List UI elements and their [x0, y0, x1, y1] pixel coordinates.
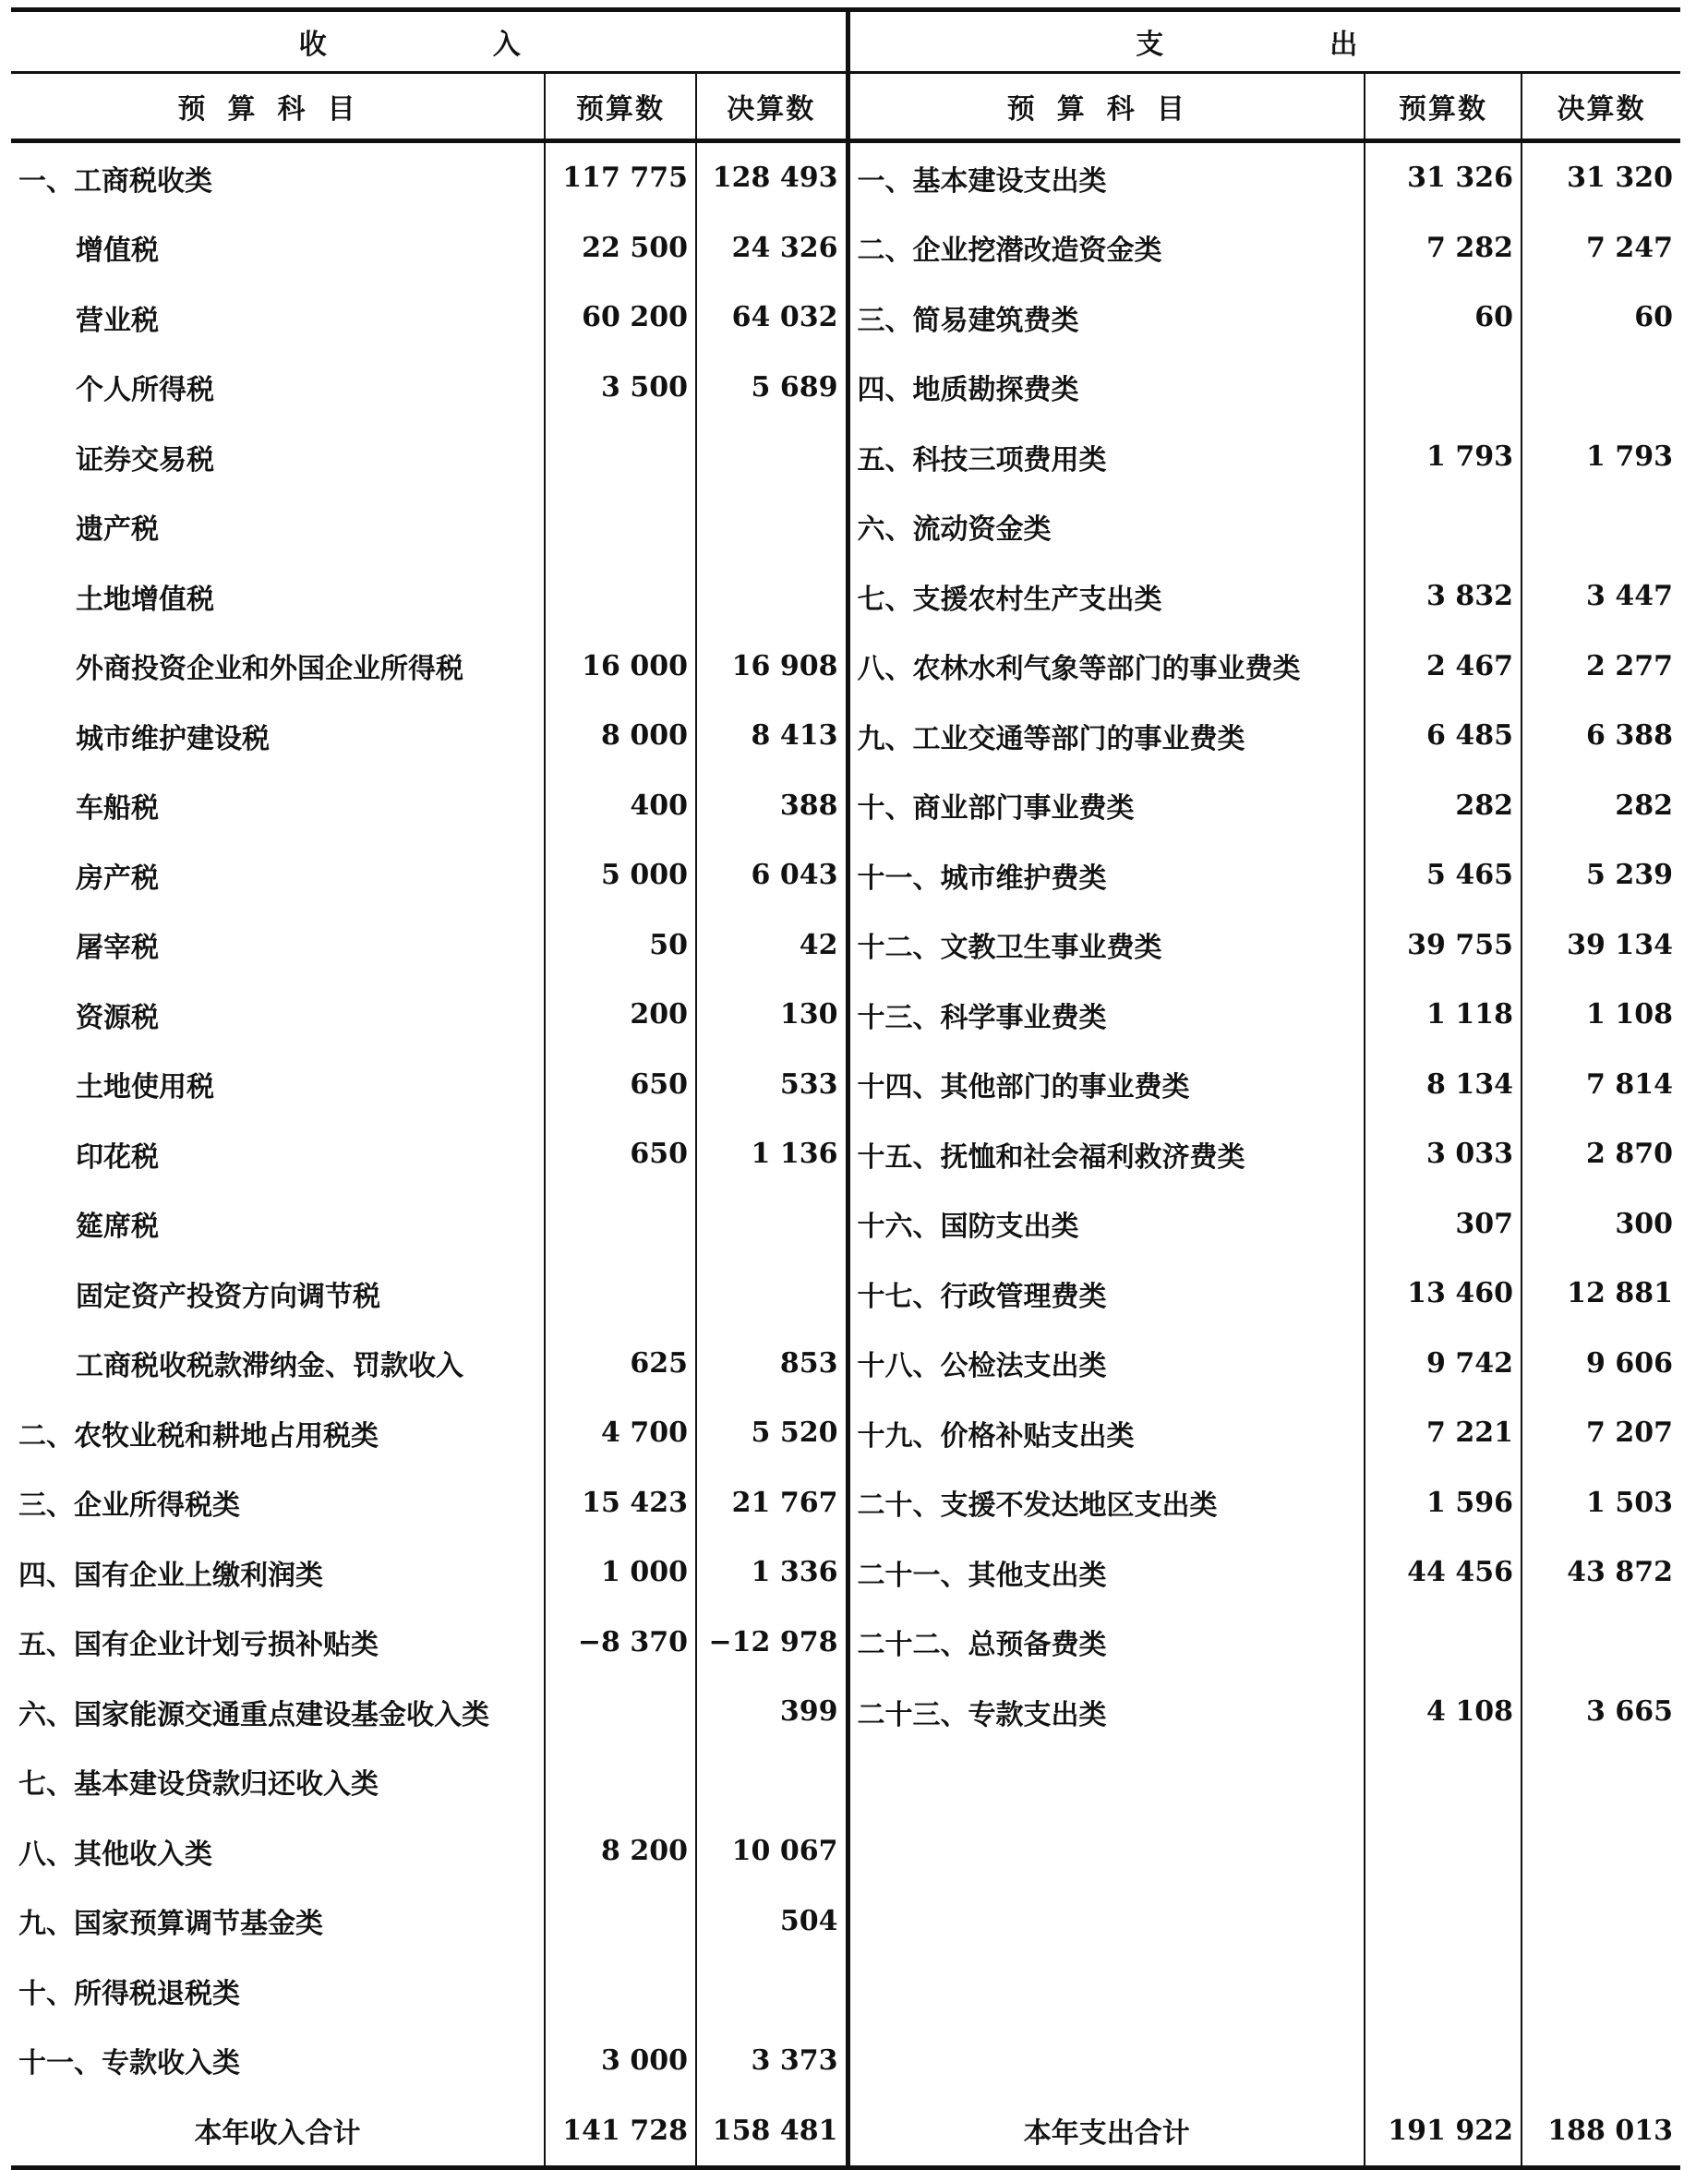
table-row [11, 1887, 1680, 1957]
income-budget-header: 预算数 [545, 73, 696, 141]
table-row [11, 492, 1680, 562]
income-final [696, 492, 848, 562]
expense-budget: 3 832 [1365, 561, 1522, 632]
expense-budget: 60 [1365, 283, 1522, 353]
expense-budget: 3 033 [1365, 1119, 1522, 1189]
table-row [11, 1677, 1680, 1747]
income-item: 二、农牧业税和耕地占用税类 [18, 1419, 379, 1453]
expense-final-header: 决算数 [1522, 73, 1680, 141]
table-row [11, 1747, 1680, 1817]
expense-total-budget: 191 922 [1365, 2095, 1522, 2168]
table-row [11, 1956, 1680, 2026]
expense-final: 39 134 [1522, 910, 1680, 981]
totals-row [11, 2095, 1680, 2168]
expense-final [1522, 1608, 1680, 1678]
section-header-row [11, 10, 1680, 73]
expense-item: 一、基本建设支出类 [848, 141, 1365, 213]
income-budget [545, 1259, 696, 1329]
expense-item [848, 1887, 1365, 1957]
income-budget: 1 000 [545, 1537, 696, 1608]
income-item: 营业税 [76, 304, 159, 337]
expense-budget [1365, 353, 1522, 423]
income-item: 车船税 [76, 792, 159, 826]
expense-final [1522, 1816, 1680, 1887]
expense-final: 7 247 [1522, 213, 1680, 283]
income-budget: 117 775 [545, 141, 696, 213]
expense-budget: 9 742 [1365, 1329, 1522, 1399]
income-item: 外商投资企业和外国企业所得税 [76, 653, 463, 686]
table-row [11, 1259, 1680, 1329]
expense-budget: 1 793 [1365, 422, 1522, 492]
expense-budget: 307 [1365, 1189, 1522, 1260]
table-row [11, 1816, 1680, 1887]
income-budget: 3 500 [545, 353, 696, 423]
income-budget [545, 1677, 696, 1747]
expense-final: 6 388 [1522, 701, 1680, 771]
table-row [11, 422, 1680, 492]
income-final: −12 978 [696, 1608, 848, 1678]
income-final: 5 520 [696, 1398, 848, 1468]
income-final: 21 767 [696, 1468, 848, 1538]
income-final [696, 1259, 848, 1329]
expense-budget [1365, 1887, 1522, 1957]
income-budget: 3 000 [545, 2026, 696, 2096]
expense-item: 十一、城市维护费类 [848, 840, 1365, 910]
income-final: 853 [696, 1329, 848, 1399]
expense-item: 二十一、其他支出类 [848, 1537, 1365, 1608]
income-item: 八、其他收入类 [18, 1838, 212, 1871]
income-final: 8 413 [696, 701, 848, 771]
income-item: 个人所得税 [76, 374, 214, 407]
expense-item: 九、工业交通等部门的事业费类 [848, 701, 1365, 771]
budget-table-sheet [11, 7, 1680, 2170]
income-budget: 650 [545, 1050, 696, 1120]
expense-budget-header: 预算数 [1365, 73, 1522, 141]
income-item: 固定资产投资方向调节税 [76, 1280, 380, 1313]
expense-final [1522, 1887, 1680, 1957]
income-budget: 8 200 [545, 1816, 696, 1887]
table-row [11, 353, 1680, 423]
expense-item: 十二、文教卫生事业费类 [848, 910, 1365, 981]
expense-final: 1 108 [1522, 980, 1680, 1050]
table-row [11, 1189, 1680, 1260]
expense-final: 1 793 [1522, 422, 1680, 492]
table-body [11, 141, 1680, 2096]
expense-item: 八、农林水利气象等部门的事业费类 [848, 632, 1365, 702]
expense-final [1522, 492, 1680, 562]
expense-budget: 13 460 [1365, 1259, 1522, 1329]
income-budget [545, 492, 696, 562]
income-budget: −8 370 [545, 1608, 696, 1678]
income-item: 房产税 [76, 862, 159, 895]
expense-budget: 2 467 [1365, 632, 1522, 702]
income-final: 24 326 [696, 213, 848, 283]
expense-item [848, 1816, 1365, 1887]
income-budget: 60 200 [545, 283, 696, 353]
income-final [696, 1956, 848, 2026]
table-row [11, 1398, 1680, 1468]
income-budget: 16 000 [545, 632, 696, 702]
expense-final: 12 881 [1522, 1259, 1680, 1329]
income-budget [545, 1887, 696, 1957]
expense-item: 十三、科学事业费类 [848, 980, 1365, 1050]
expense-subject-header: 预算科目 [848, 73, 1365, 141]
expense-final: 2 870 [1522, 1119, 1680, 1189]
expense-budget: 5 465 [1365, 840, 1522, 910]
income-budget: 5 000 [545, 840, 696, 910]
table-row [11, 910, 1680, 981]
table-row [11, 1119, 1680, 1189]
expense-total-label: 本年支出合计 [848, 2095, 1365, 2168]
expense-final: 300 [1522, 1189, 1680, 1260]
income-budget: 8 000 [545, 701, 696, 771]
income-section-title: 收 入 [11, 10, 848, 73]
expense-budget: 7 282 [1365, 213, 1522, 283]
expense-final [1522, 353, 1680, 423]
table-row [11, 561, 1680, 632]
income-budget [545, 1747, 696, 1817]
income-final: 42 [696, 910, 848, 981]
income-budget: 4 700 [545, 1398, 696, 1468]
income-item: 城市维护建设税 [76, 722, 270, 755]
income-item: 土地增值税 [76, 583, 214, 616]
income-item: 屠宰税 [76, 932, 159, 965]
expense-final: 31 320 [1522, 141, 1680, 213]
income-final [696, 1189, 848, 1260]
income-budget: 15 423 [545, 1468, 696, 1538]
income-final: 399 [696, 1677, 848, 1747]
income-final: 10 067 [696, 1816, 848, 1887]
income-final: 1 336 [696, 1537, 848, 1608]
income-final-header: 决算数 [696, 73, 848, 141]
expense-item: 二十三、专款支出类 [848, 1677, 1365, 1747]
table-row [11, 840, 1680, 910]
table-row [11, 1608, 1680, 1678]
income-final: 16 908 [696, 632, 848, 702]
income-budget [545, 422, 696, 492]
expense-item: 六、流动资金类 [848, 492, 1365, 562]
income-subject-header: 预算科目 [11, 73, 545, 141]
expense-budget [1365, 1608, 1522, 1678]
expense-item: 十、商业部门事业费类 [848, 771, 1365, 841]
table-row [11, 283, 1680, 353]
expense-item: 十九、价格补贴支出类 [848, 1398, 1365, 1468]
income-item: 四、国有企业上缴利润类 [18, 1559, 323, 1592]
income-budget: 200 [545, 980, 696, 1050]
income-item: 六、国家能源交通重点建设基金收入类 [18, 1698, 489, 1731]
table-row [11, 980, 1680, 1050]
expense-final: 9 606 [1522, 1329, 1680, 1399]
expense-item: 十八、公检法支出类 [848, 1329, 1365, 1399]
expense-item: 五、科技三项费用类 [848, 422, 1365, 492]
expense-section-title: 支 出 [848, 10, 1680, 73]
income-item: 增值税 [76, 235, 159, 268]
expense-final: 7 207 [1522, 1398, 1680, 1468]
income-final: 6 043 [696, 840, 848, 910]
income-final: 533 [696, 1050, 848, 1120]
income-final [696, 1747, 848, 1817]
expense-total-final: 188 013 [1522, 2095, 1680, 2168]
expense-budget: 44 456 [1365, 1537, 1522, 1608]
expense-budget: 6 485 [1365, 701, 1522, 771]
income-item: 印花税 [76, 1140, 159, 1174]
income-total-final: 158 481 [696, 2095, 848, 2168]
expense-budget [1365, 2026, 1522, 2096]
income-budget: 400 [545, 771, 696, 841]
table-row [11, 771, 1680, 841]
expense-final: 2 277 [1522, 632, 1680, 702]
income-total-budget: 141 728 [545, 2095, 696, 2168]
expense-item: 二十、支援不发达地区支出类 [848, 1468, 1365, 1538]
income-item: 筵席税 [76, 1211, 159, 1244]
income-final: 504 [696, 1887, 848, 1957]
table-row [11, 632, 1680, 702]
expense-budget [1365, 1816, 1522, 1887]
expense-item: 七、支援农村生产支出类 [848, 561, 1365, 632]
income-final [696, 422, 848, 492]
income-budget: 625 [545, 1329, 696, 1399]
expense-item: 四、地质勘探费类 [848, 353, 1365, 423]
expense-item: 十五、抚恤和社会福利救济费类 [848, 1119, 1365, 1189]
table-row [11, 141, 1680, 213]
expense-item [848, 1956, 1365, 2026]
income-item: 遗产税 [76, 513, 159, 547]
expense-final [1522, 1747, 1680, 1817]
expense-final [1522, 2026, 1680, 2096]
expense-final: 3 447 [1522, 561, 1680, 632]
income-budget [545, 1956, 696, 2026]
expense-budget: 1 118 [1365, 980, 1522, 1050]
expense-item: 十四、其他部门的事业费类 [848, 1050, 1365, 1120]
expense-item: 十七、行政管理费类 [848, 1259, 1365, 1329]
income-final: 130 [696, 980, 848, 1050]
expense-final [1522, 1956, 1680, 2026]
income-budget: 50 [545, 910, 696, 981]
income-final: 3 373 [696, 2026, 848, 2096]
income-budget [545, 1189, 696, 1260]
income-final [696, 561, 848, 632]
expense-budget: 4 108 [1365, 1677, 1522, 1747]
expense-item: 二十二、总预备费类 [848, 1608, 1365, 1678]
budget-table [11, 7, 1680, 2170]
expense-final: 43 872 [1522, 1537, 1680, 1608]
income-item: 土地使用税 [76, 1071, 214, 1104]
expense-final: 3 665 [1522, 1677, 1680, 1747]
table-row [11, 1468, 1680, 1538]
income-item: 十一、专款收入类 [18, 2047, 240, 2080]
table-row [11, 213, 1680, 283]
expense-budget: 282 [1365, 771, 1522, 841]
expense-budget: 7 221 [1365, 1398, 1522, 1468]
income-final: 64 032 [696, 283, 848, 353]
income-item: 七、基本建设贷款归还收入类 [18, 1768, 379, 1802]
table-row [11, 2026, 1680, 2096]
expense-item: 二、企业挖潜改造资金类 [848, 213, 1365, 283]
table-row [11, 1329, 1680, 1399]
expense-budget: 31 326 [1365, 141, 1522, 213]
income-item: 三、企业所得税类 [18, 1489, 240, 1523]
income-budget: 650 [545, 1119, 696, 1189]
expense-final: 7 814 [1522, 1050, 1680, 1120]
expense-final: 282 [1522, 771, 1680, 841]
income-final: 1 136 [696, 1119, 848, 1189]
table-row [11, 1050, 1680, 1120]
column-header-row [11, 73, 1680, 141]
expense-budget: 8 134 [1365, 1050, 1522, 1120]
expense-final: 5 239 [1522, 840, 1680, 910]
income-item: 一、工商税收类 [18, 164, 212, 198]
income-final: 5 689 [696, 353, 848, 423]
expense-item: 三、简易建筑费类 [848, 283, 1365, 353]
income-item: 十、所得税退税类 [18, 1977, 240, 2010]
income-item: 五、国有企业计划亏损补贴类 [18, 1629, 379, 1662]
income-item: 九、国家预算调节基金类 [18, 1908, 323, 1941]
expense-final: 60 [1522, 283, 1680, 353]
expense-budget [1365, 1956, 1522, 2026]
expense-item [848, 1747, 1365, 1817]
income-budget: 22 500 [545, 213, 696, 283]
expense-item [848, 2026, 1365, 2096]
expense-final: 1 503 [1522, 1468, 1680, 1538]
income-total-label: 本年收入合计 [11, 2095, 545, 2168]
table-row [11, 701, 1680, 771]
table-row [11, 1537, 1680, 1608]
income-final: 128 493 [696, 141, 848, 213]
expense-budget [1365, 492, 1522, 562]
income-item: 证券交易税 [76, 443, 214, 476]
expense-item: 十六、国防支出类 [848, 1189, 1365, 1260]
income-item: 工商税收税款滞纳金、罚款收入 [76, 1350, 463, 1383]
income-final: 388 [696, 771, 848, 841]
expense-budget: 1 596 [1365, 1468, 1522, 1538]
expense-budget [1365, 1747, 1522, 1817]
income-item: 资源税 [76, 1001, 159, 1034]
income-budget [545, 561, 696, 632]
expense-budget: 39 755 [1365, 910, 1522, 981]
